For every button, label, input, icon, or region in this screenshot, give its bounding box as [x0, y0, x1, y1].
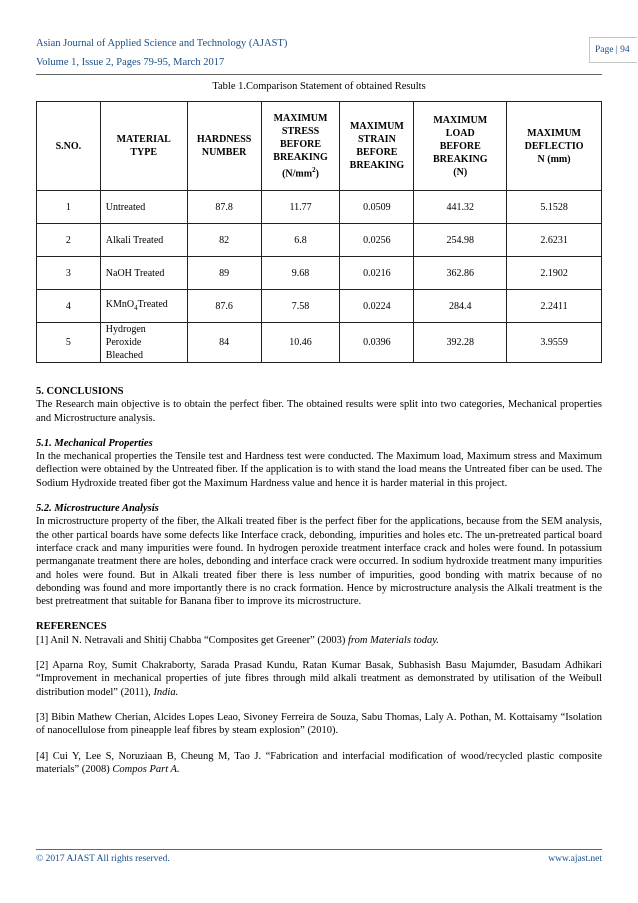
- cell-load: 392.28: [414, 323, 507, 363]
- header-hardness: HARDNESS NUMBER: [187, 102, 261, 191]
- cell-sno: 1: [37, 191, 101, 224]
- cell-hardness: 87.8: [187, 191, 261, 224]
- body-content: [36, 385, 602, 788]
- table-header-row: [37, 102, 602, 191]
- cell-deflection: 2.6231: [507, 224, 602, 257]
- microstructure-heading: 5.2. Microstructure Analysis: [36, 503, 159, 515]
- mechanical-heading: 5.1. Mechanical Properties: [36, 437, 153, 449]
- cell-strain: 0.0396: [340, 323, 414, 363]
- cell-load: 441.32: [414, 191, 507, 224]
- header-stress: MAXIMUM STRESS BEFORE BREAKING $(N/mm^2)$: [261, 102, 340, 191]
- cell-material: Hydrogen Peroxide Bleached: [100, 323, 187, 363]
- footer-copyright: © 2017 AJAST All rights reserved.: [36, 854, 170, 864]
- mechanical-paragraph: In the mechanical properties the Tensile test and Hardness test were conducted. The Maximum load, Maximum stress and Maximum deflection were obtained by the Untreated fiber. If the application is to with stand the load means the Untreated fiber can be used. The Sodium Hydroxide treated fiber got the Maximum Hardness value and hence it is harder material in this project.: [36, 451, 602, 489]
- cell-stress: 7.58: [261, 290, 340, 323]
- cell-load: 362.86: [414, 257, 507, 290]
- page-number: Page | 94: [589, 37, 637, 63]
- table-caption: Table 1.Comparison Statement of obtained Results: [212, 81, 426, 92]
- cell-strain: 0.0224: [340, 290, 414, 323]
- cell-hardness: 89: [187, 257, 261, 290]
- results-table: [36, 101, 602, 363]
- header-load: MAXIMUM LOAD BEFORE BREAKING (N): [414, 102, 507, 191]
- cell-stress: 9.68: [261, 257, 340, 290]
- footer-divider: [36, 849, 602, 850]
- reference-item: [2] Aparna Roy, Sumit Chakraborty, Sarada Prasad Kundu, Ratan Kumar Basak, Subhasish Basu Majumder, Basudam Adhikari “Improvement in mechanical properties of jute fibres through mild alkali treatment as demonstrated by utilisation of the Weibull distribution model” (2011), India.: [36, 660, 602, 698]
- cell-sno: 3: [37, 257, 101, 290]
- header-sno: S.NO.: [37, 102, 101, 191]
- cell-hardness: 82: [187, 224, 261, 257]
- table-row: [37, 290, 602, 323]
- cell-material: Alkali Treated: [100, 224, 187, 257]
- cell-stress: 10.46: [261, 323, 340, 363]
- cell-deflection: 3.9559: [507, 323, 602, 363]
- reference-item: [4] Cui Y, Lee S, Noruziaan B, Cheung M, Tao J. “Fabrication and interfacial modification of wood/recycled plastic composite materials” (2008) Compos Part A.: [36, 750, 602, 775]
- header-material: MATERIAL TYPE: [100, 102, 187, 191]
- table-row: [37, 191, 602, 224]
- cell-deflection: 2.1902: [507, 257, 602, 290]
- microstructure-paragraph: In microstructure property of the fiber, the Alkali treated fiber is the perfect fiber for the applications, because from the SEM analysis, the other partical boards have some defects like Interface crack, debonding, impurities and holes etc. The un-pretreated partical board interface crack and many impurities were found. In hydrogen peroxide treatment interface crack and holes were found. In potassium permanganate treatment there are holes, debonding and interface crack were occurred. In sodium hydroxide treatment many impurities and holes were found. But in Alkali treated fiber there is less number of impurities, good bonding with matrix because of no debonding was found and more importantly there is no crack formation. Hence by microstructure analysis the Alkali treatment is the best pretreatment that suitable for Banana fiber to improve its microstructure.: [36, 516, 602, 608]
- cell-stress: 6.8: [261, 224, 340, 257]
- cell-load: 284.4: [414, 290, 507, 323]
- cell-stress: 11.77: [261, 191, 340, 224]
- table-row: [37, 257, 602, 290]
- table-row: [37, 224, 602, 257]
- cell-strain: 0.0509: [340, 191, 414, 224]
- conclusions-heading: 5. CONCLUSIONS: [36, 386, 124, 397]
- cell-sno: 4: [37, 290, 101, 323]
- cell-material: KMnO$_4$Treated: [100, 290, 187, 323]
- conclusions-paragraph: The Research main objective is to obtain the perfect fiber. The obtained results were split into two categories, Mechanical properties and Microstructure analysis.: [36, 399, 602, 424]
- cell-hardness: 84: [187, 323, 261, 363]
- reference-item: [3] Bibin Mathew Cherian, Alcides Lopes Leao, Sivoney Ferreira de Souza, Sabu Thomas, Laly A. Pothan, M. Kottaisamy “Isolation of nanocellulose from pineapple leaf fibres by steam explosion” (2010).: [36, 711, 602, 737]
- cell-sno: 2: [37, 224, 101, 257]
- header-divider: [36, 74, 602, 75]
- journal-volume: Volume 1, Issue 2, Pages 79-95, March 2017: [36, 57, 225, 68]
- cell-deflection: 2.2411: [507, 290, 602, 323]
- header-strain: MAXIMUM STRAIN BEFORE BREAKING: [340, 102, 414, 191]
- cell-hardness: 87.6: [187, 290, 261, 323]
- cell-sno: 5: [37, 323, 101, 363]
- references-heading: REFERENCES: [36, 621, 107, 633]
- cell-deflection: 5.1528: [507, 191, 602, 224]
- reference-item: [1] Anil N. Netravali and Shitij Chabba “Composites get Greener” (2003) from Materials today.: [36, 634, 439, 646]
- journal-header: [36, 34, 287, 72]
- cell-strain: 0.0216: [340, 257, 414, 290]
- journal-title: Asian Journal of Applied Science and Technology (AJAST): [36, 38, 288, 49]
- cell-load: 254.98: [414, 224, 507, 257]
- cell-material: Untreated: [100, 191, 187, 224]
- header-deflection: MAXIMUM DEFLECTIO N (mm): [507, 102, 602, 191]
- cell-material: NaOH Treated: [100, 257, 187, 290]
- cell-strain: 0.0256: [340, 224, 414, 257]
- footer-website: www.ajast.net: [548, 854, 602, 864]
- table-row: [37, 323, 602, 363]
